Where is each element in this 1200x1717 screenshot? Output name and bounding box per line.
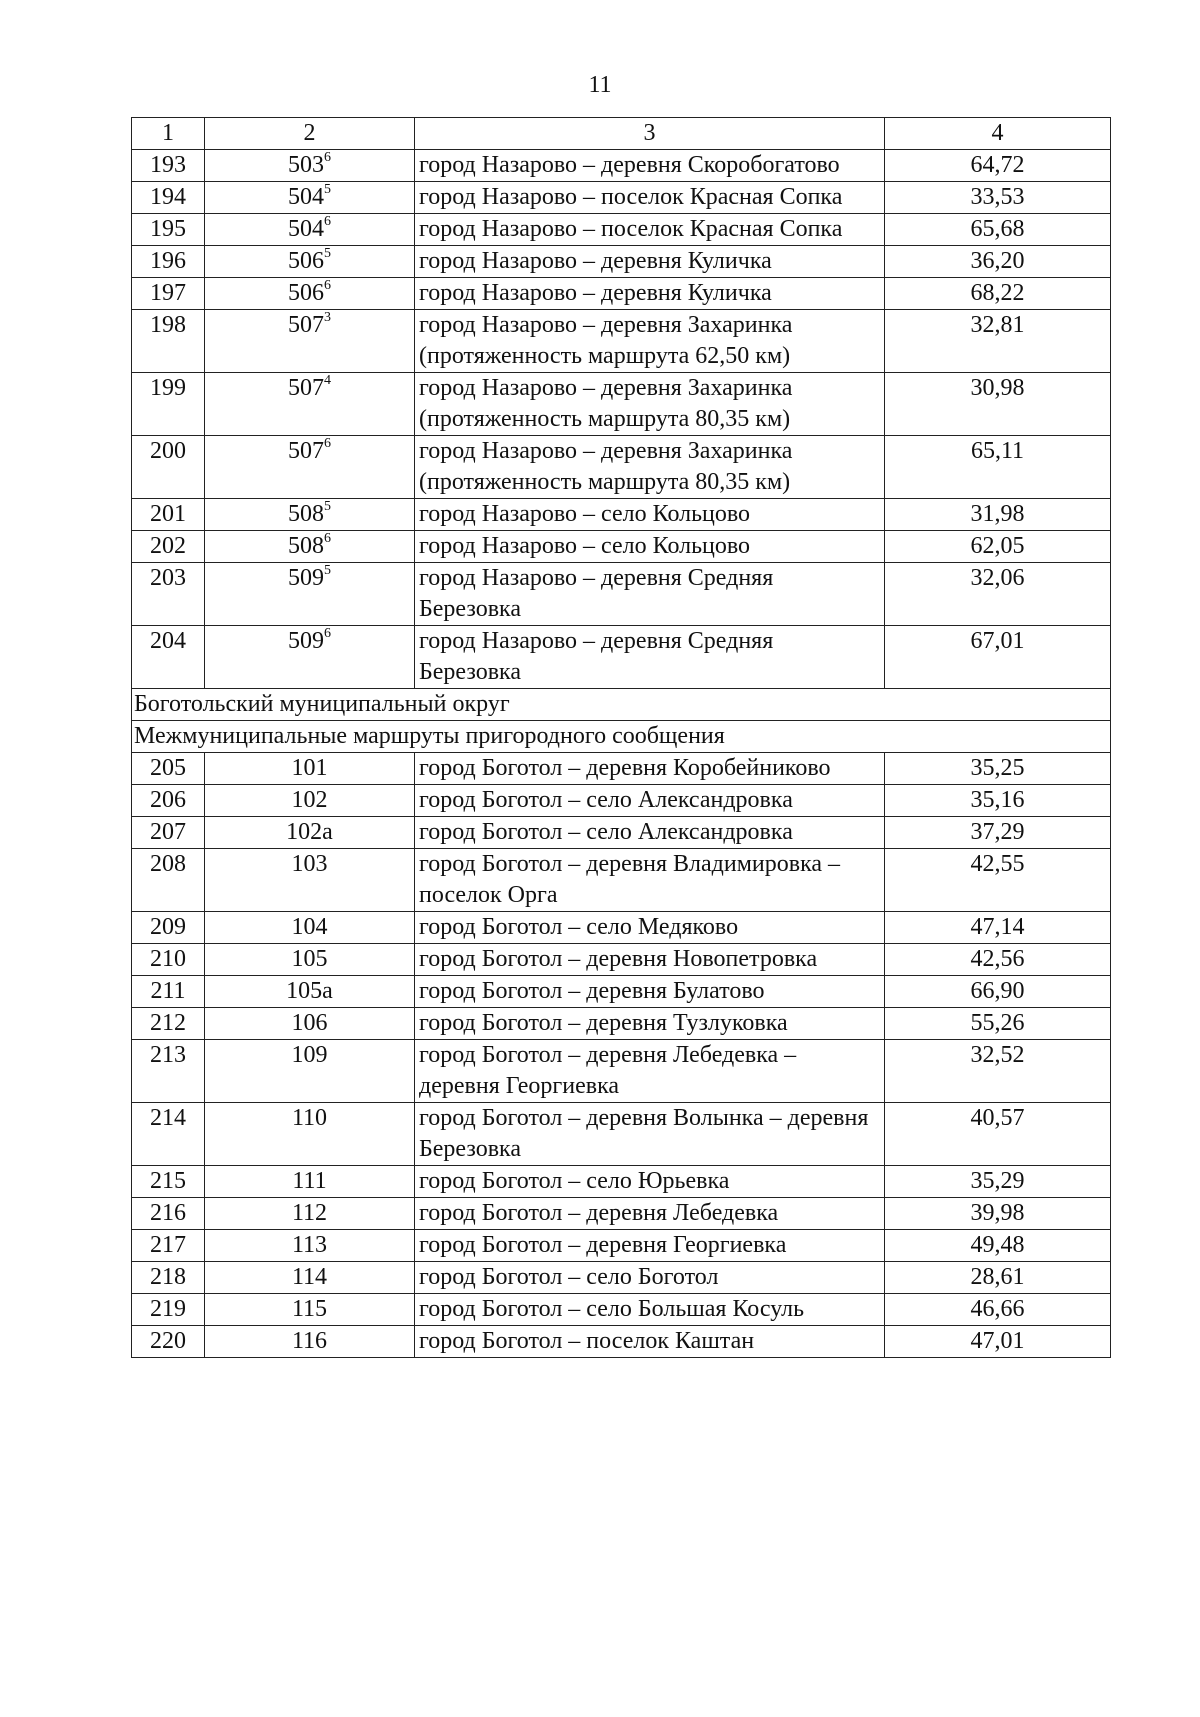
table-row: [132, 499, 1111, 531]
section-type: Межмуниципальные маршруты пригородного сообщения: [132, 721, 1111, 753]
row-number: 193: [132, 150, 205, 182]
route-value: 35,29: [885, 1166, 1111, 1198]
route-number-text: 506: [288, 280, 324, 306]
route-value: 55,26: [885, 1008, 1111, 1040]
route-value: 42,56: [885, 944, 1111, 976]
route-number: [205, 310, 415, 373]
section-row: [132, 721, 1111, 753]
table-row: [132, 944, 1111, 976]
route-description: город Боготол – деревня Тузлуковка: [415, 1008, 885, 1040]
route-number-text: 103: [291, 851, 328, 877]
row-number: 214: [132, 1103, 205, 1166]
table-row: [132, 1262, 1111, 1294]
route-number: [205, 1294, 415, 1326]
table-row: [132, 310, 1111, 373]
table-row: [132, 785, 1111, 817]
route-number: [205, 849, 415, 912]
route-value: 37,29: [885, 817, 1111, 849]
route-description: город Назарово – поселок Красная Сопка: [415, 182, 885, 214]
table-row: [132, 976, 1111, 1008]
route-description: город Боготол – село Боготол: [415, 1262, 885, 1294]
route-number: [205, 817, 415, 849]
route-number-text: 504: [288, 216, 324, 242]
row-number: 218: [132, 1262, 205, 1294]
route-description: город Назарово – деревня Захаринка (протяженность маршрута 62,50 км): [415, 310, 885, 373]
route-value: 46,66: [885, 1294, 1111, 1326]
route-number-text: 507: [288, 312, 324, 338]
row-number: 203: [132, 563, 205, 626]
route-number: [205, 373, 415, 436]
table-row: [132, 626, 1111, 689]
route-description: город Боготол – село Александровка: [415, 785, 885, 817]
route-description: город Боготол – деревня Булатово: [415, 976, 885, 1008]
route-number: [205, 1326, 415, 1358]
route-value: 64,72: [885, 150, 1111, 182]
row-number: 220: [132, 1326, 205, 1358]
route-description: город Боготол – село Юрьевка: [415, 1166, 885, 1198]
table-row: [132, 1008, 1111, 1040]
row-number: 213: [132, 1040, 205, 1103]
route-number-text: 105: [291, 946, 328, 972]
table-row: [132, 1103, 1111, 1166]
route-number-text: 102а: [286, 819, 333, 845]
route-number: [205, 944, 415, 976]
route-number: [205, 436, 415, 499]
route-description: город Назарово – деревня Захаринка (протяженность маршрута 80,35 км): [415, 436, 885, 499]
route-description: город Боготол – деревня Георгиевка: [415, 1230, 885, 1262]
table-row: [132, 214, 1111, 246]
route-value: 47,01: [885, 1326, 1111, 1358]
route-number: [205, 1166, 415, 1198]
table-row: [132, 1166, 1111, 1198]
routes-table: [131, 117, 1111, 1358]
row-number: 197: [132, 278, 205, 310]
route-value: 32,52: [885, 1040, 1111, 1103]
header-col-2: 2: [205, 118, 415, 150]
table-row: [132, 182, 1111, 214]
route-superscript: 6: [324, 436, 331, 451]
route-number-text: 507: [288, 438, 324, 464]
table-row: [132, 912, 1111, 944]
row-number: 205: [132, 753, 205, 785]
route-number-text: 508: [288, 533, 324, 559]
row-number: 208: [132, 849, 205, 912]
route-number-text: 101: [291, 755, 328, 781]
route-value: 67,01: [885, 626, 1111, 689]
table-row: [132, 278, 1111, 310]
table-row: [132, 246, 1111, 278]
route-superscript: 6: [324, 150, 331, 165]
route-number: [205, 278, 415, 310]
route-number: [205, 246, 415, 278]
route-superscript: 6: [324, 278, 331, 293]
route-number-text: 116: [291, 1328, 328, 1354]
route-number: [205, 531, 415, 563]
route-value: 32,06: [885, 563, 1111, 626]
route-number: [205, 912, 415, 944]
row-number: 207: [132, 817, 205, 849]
row-number: 200: [132, 436, 205, 499]
route-description: город Назарово – село Кольцово: [415, 499, 885, 531]
route-value: 35,16: [885, 785, 1111, 817]
route-number: [205, 753, 415, 785]
route-number: [205, 1198, 415, 1230]
route-description: город Боготол – село Александровка: [415, 817, 885, 849]
route-number-text: 503: [288, 152, 324, 178]
route-number-text: 509: [288, 565, 324, 591]
route-number-text: 111: [292, 1168, 327, 1194]
route-value: 47,14: [885, 912, 1111, 944]
route-description: город Боготол – деревня Волынка – деревня Березовка: [415, 1103, 885, 1166]
row-number: 219: [132, 1294, 205, 1326]
route-number: [205, 499, 415, 531]
route-description: город Назарово – деревня Средняя Березовка: [415, 626, 885, 689]
route-number-text: 110: [291, 1105, 328, 1131]
route-superscript: 6: [324, 531, 331, 546]
table-row: [132, 849, 1111, 912]
route-number-text: 115: [291, 1296, 328, 1322]
row-number: 209: [132, 912, 205, 944]
route-value: 65,68: [885, 214, 1111, 246]
route-superscript: 3: [324, 310, 331, 325]
route-number-text: 105а: [286, 978, 333, 1004]
route-number-text: 508: [288, 501, 324, 527]
route-number-text: 114: [291, 1264, 328, 1290]
route-description: город Назарово – деревня Средняя Березовка: [415, 563, 885, 626]
table-row: [132, 1294, 1111, 1326]
table-row: [132, 1326, 1111, 1358]
route-number-text: 506: [288, 248, 324, 274]
route-value: 36,20: [885, 246, 1111, 278]
route-description: город Боготол – село Медяково: [415, 912, 885, 944]
table-row: [132, 436, 1111, 499]
route-number-text: 112: [291, 1200, 328, 1226]
route-number: [205, 1103, 415, 1166]
route-description: город Назарово – поселок Красная Сопка: [415, 214, 885, 246]
route-value: 32,81: [885, 310, 1111, 373]
table-row: [132, 373, 1111, 436]
row-number: 202: [132, 531, 205, 563]
row-number: 195: [132, 214, 205, 246]
route-number-text: 109: [291, 1042, 328, 1068]
header-col-4: 4: [885, 118, 1111, 150]
route-number: [205, 214, 415, 246]
row-number: 211: [132, 976, 205, 1008]
section-district: Боготольский муниципальный округ: [132, 689, 1111, 721]
route-number: [205, 1262, 415, 1294]
route-value: 31,98: [885, 499, 1111, 531]
route-description: город Назарово – деревня Скоробогатово: [415, 150, 885, 182]
route-description: город Боготол – деревня Лебедевка – деревня Георгиевка: [415, 1040, 885, 1103]
route-number: [205, 563, 415, 626]
route-description: город Назарово – деревня Захаринка (протяженность маршрута 80,35 км): [415, 373, 885, 436]
route-superscript: 5: [324, 499, 331, 514]
row-number: 217: [132, 1230, 205, 1262]
route-value: 49,48: [885, 1230, 1111, 1262]
route-value: 40,57: [885, 1103, 1111, 1166]
route-description: город Назарово – деревня Куличка: [415, 246, 885, 278]
table-row: [132, 1198, 1111, 1230]
route-number-text: 507: [288, 375, 324, 401]
row-number: 210: [132, 944, 205, 976]
row-number: 196: [132, 246, 205, 278]
route-superscript: 6: [324, 626, 331, 641]
route-value: 30,98: [885, 373, 1111, 436]
route-number-text: 113: [291, 1232, 328, 1258]
route-number: [205, 1230, 415, 1262]
row-number: 199: [132, 373, 205, 436]
route-number-text: 509: [288, 628, 324, 654]
row-number: 206: [132, 785, 205, 817]
route-number: [205, 1040, 415, 1103]
route-superscript: 5: [324, 246, 331, 261]
route-value: 35,25: [885, 753, 1111, 785]
row-number: 212: [132, 1008, 205, 1040]
table-row: [132, 753, 1111, 785]
route-value: 39,98: [885, 1198, 1111, 1230]
table-row: [132, 1230, 1111, 1262]
route-number-text: 102: [291, 787, 328, 813]
route-value: 62,05: [885, 531, 1111, 563]
route-number: [205, 1008, 415, 1040]
route-value: 65,11: [885, 436, 1111, 499]
route-description: город Назарово – деревня Куличка: [415, 278, 885, 310]
route-superscript: 4: [324, 373, 331, 388]
route-description: город Назарово – село Кольцово: [415, 531, 885, 563]
row-number: 198: [132, 310, 205, 373]
row-number: 216: [132, 1198, 205, 1230]
route-number: [205, 182, 415, 214]
section-row: [132, 689, 1111, 721]
table-row: [132, 150, 1111, 182]
route-value: 33,53: [885, 182, 1111, 214]
route-description: город Боготол – деревня Новопетровка: [415, 944, 885, 976]
header-col-3: 3: [415, 118, 885, 150]
route-superscript: 6: [324, 214, 331, 229]
route-value: 66,90: [885, 976, 1111, 1008]
page-number: 11: [588, 72, 612, 98]
route-description: город Боготол – деревня Лебедевка: [415, 1198, 885, 1230]
header-row: [132, 118, 1111, 150]
row-number: 204: [132, 626, 205, 689]
row-number: 201: [132, 499, 205, 531]
route-value: 28,61: [885, 1262, 1111, 1294]
route-number: [205, 150, 415, 182]
route-description: город Боготол – деревня Коробейниково: [415, 753, 885, 785]
route-number-text: 104: [291, 914, 328, 940]
route-value: 42,55: [885, 849, 1111, 912]
table-row: [132, 1040, 1111, 1103]
route-number-text: 504: [288, 184, 324, 210]
route-value: 68,22: [885, 278, 1111, 310]
header-col-1: 1: [132, 118, 205, 150]
route-number-text: 106: [291, 1010, 328, 1036]
row-number: 215: [132, 1166, 205, 1198]
route-number: [205, 626, 415, 689]
route-description: город Боготол – село Большая Косуль: [415, 1294, 885, 1326]
row-number: 194: [132, 182, 205, 214]
table-row: [132, 817, 1111, 849]
table-row: [132, 563, 1111, 626]
table-row: [132, 531, 1111, 563]
route-number: [205, 785, 415, 817]
route-description: город Боготол – деревня Владимировка – поселок Орга: [415, 849, 885, 912]
route-superscript: 5: [324, 182, 331, 197]
route-number: [205, 976, 415, 1008]
route-superscript: 5: [324, 563, 331, 578]
route-description: город Боготол – поселок Каштан: [415, 1326, 885, 1358]
